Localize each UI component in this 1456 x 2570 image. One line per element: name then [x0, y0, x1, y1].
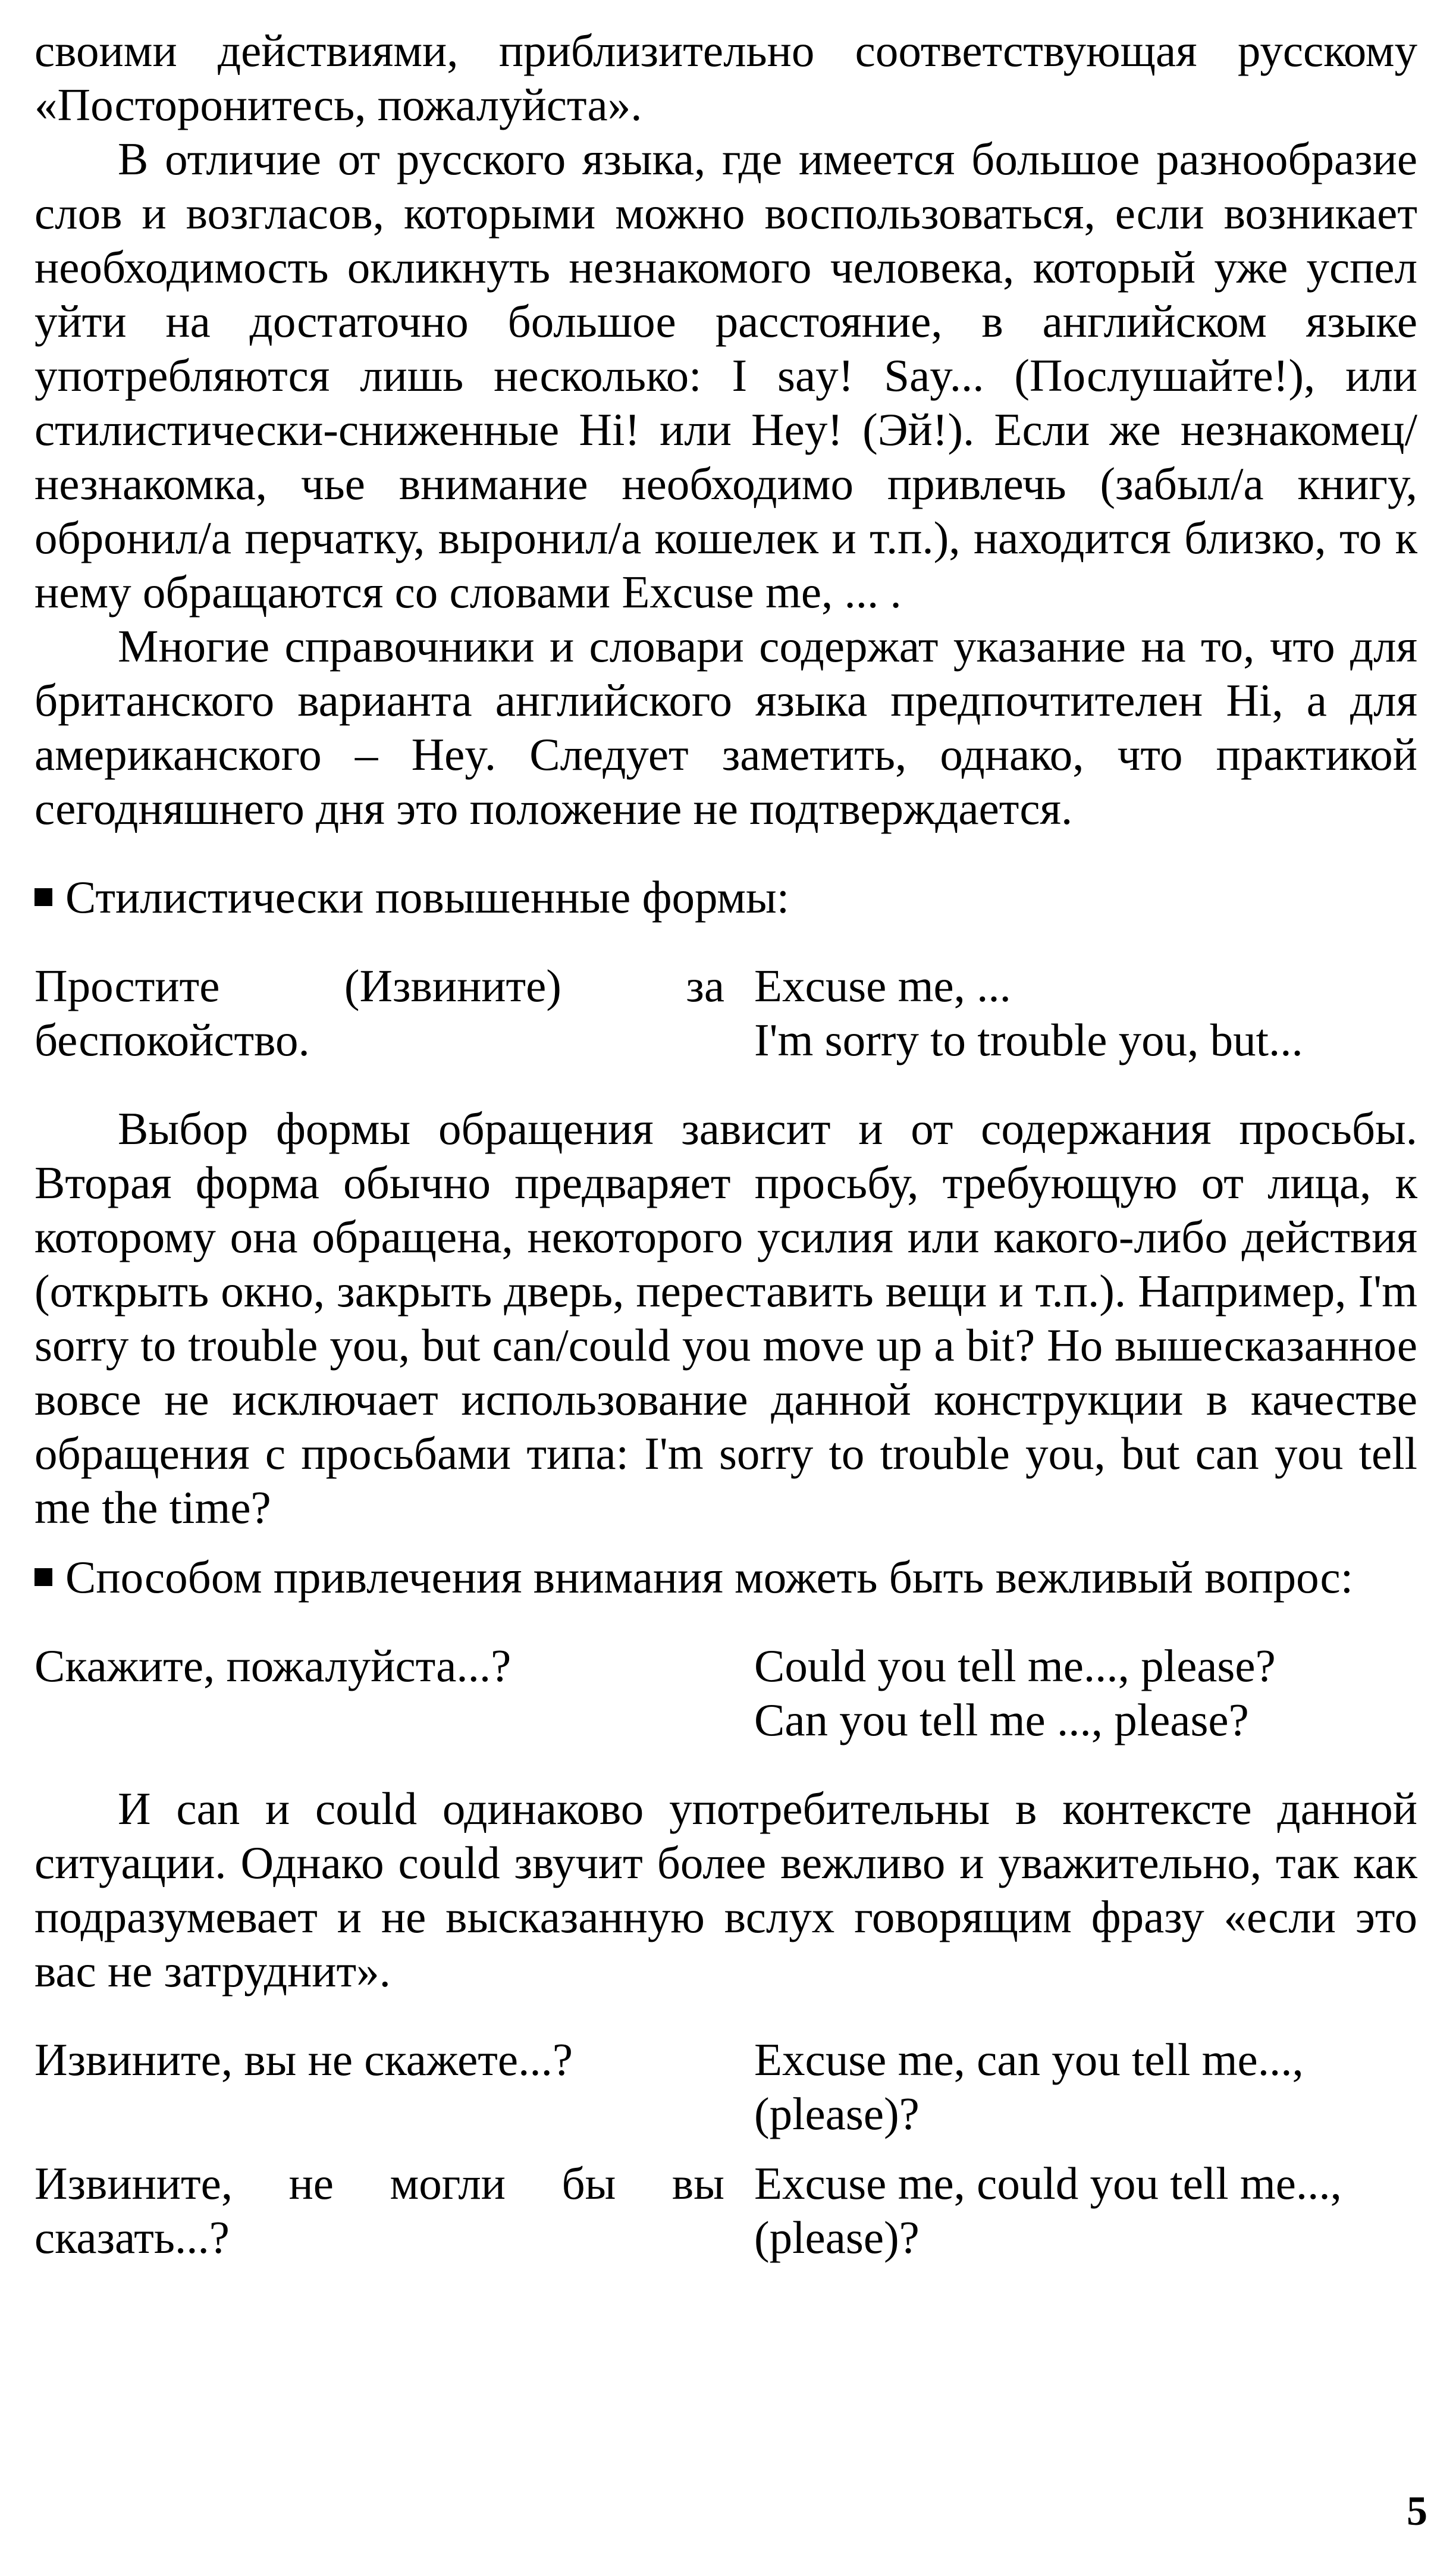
section-heading-polite-question	[34, 1550, 1417, 1604]
phrase-russian: Извините, вы не скажете...?	[34, 2034, 573, 2085]
phrase-pair-tell-me	[34, 1639, 1417, 1747]
square-bullet-icon	[34, 1568, 52, 1586]
square-bullet-icon	[34, 888, 52, 906]
paragraph-calling-out: В отличие от русского языка, где имеется большое разнообразие слов и возгласов, которыми можно воспользоваться, если возникает необходимость окликнуть незнакомого человека, который уже успел уйти на достаточно большое расстояние, в английском языке употребляются лишь несколько: I say! Say... (Послушайте!), или стилистически-сниженные Hi! или Hey! (Эй!). Если же незнакомец/незнакомка, чье внимание необходимо привлечь (забыл/а книгу, обронил/а перчатку, выронил/а кошелек и т.п.), находится близко, то к нему обращаются со словами Excuse me, ... .	[34, 133, 1417, 618]
phrase-english: Excuse me, can you tell me..., (please)?	[754, 2034, 1304, 2139]
phrase-english	[754, 1639, 1417, 1747]
phrase-pair-excuse-can	[34, 2033, 1417, 2141]
section-heading-formal	[34, 870, 1417, 924]
phrase-russian: Скажите, пожалуйста...?	[34, 1640, 512, 1691]
phrase-russian: Простите (Извините) за беспокойство.	[34, 960, 724, 1065]
phrase-english-line: Can you tell me ..., please?	[754, 1694, 1249, 1745]
paragraph-choice-of-form: Выбор формы обращения зависит и от содержания просьбы. Вторая форма обычно предваряет просьбу, требующую от лица, к которому она обращена, некоторого усилия или какого-либо действия (открыть окно, закрыть дверь, переставить вещи и т.п.). Например, I'm sorry to trouble you, but can/could you move up a bit? Но вышесказанное вовсе не исключает использование данной конструкции в качестве обращения с просьбами типа: I'm sorry to trouble you, but can you tell me the time?	[34, 1103, 1417, 1533]
phrase-english	[754, 959, 1417, 1067]
phrase-russian: Извините, не могли бы вы сказать...?	[34, 2158, 724, 2263]
section-heading-formal-text: Стилистически повышенные формы:	[65, 872, 790, 923]
paragraph-hi-hey: Многие справочники и словари содержат указание на то, что для британского варианта английского языка предпочтителен Hi, а для американского – Hey. Следует заметить, однако, что практикой сегодняшнего дня это положение не подтверждается.	[34, 620, 1417, 834]
phrase-english-line: I'm sorry to trouble you, but...	[754, 1014, 1303, 1065]
phrase-english-line: Excuse me, ...	[754, 960, 1011, 1011]
phrase-pair-trouble	[34, 959, 1417, 1067]
page-content	[34, 24, 1417, 2265]
paragraph-continuation: своими действиями, приблизительно соответствующая русскому «Посторонитесь, пожалуйста».	[34, 25, 1417, 130]
page-number: 5	[1407, 2488, 1427, 2534]
phrase-english-line: Could you tell me..., please?	[754, 1640, 1276, 1691]
paragraph-can-could: И can и could одинаково употребительны в контексте данной ситуации. Однако could звучит более вежливо и уважительно, так как подразумевает и не высказанную вслух говорящим фразу «если это вас не затруднит».	[34, 1783, 1417, 1997]
section-heading-polite-question-text: Способом привлечения внимания можеть быть вежливый вопрос:	[65, 1552, 1354, 1603]
phrase-pair-excuse-could	[34, 2157, 1417, 2265]
phrase-english: Excuse me, could you tell me...,(please)?	[754, 2158, 1342, 2263]
